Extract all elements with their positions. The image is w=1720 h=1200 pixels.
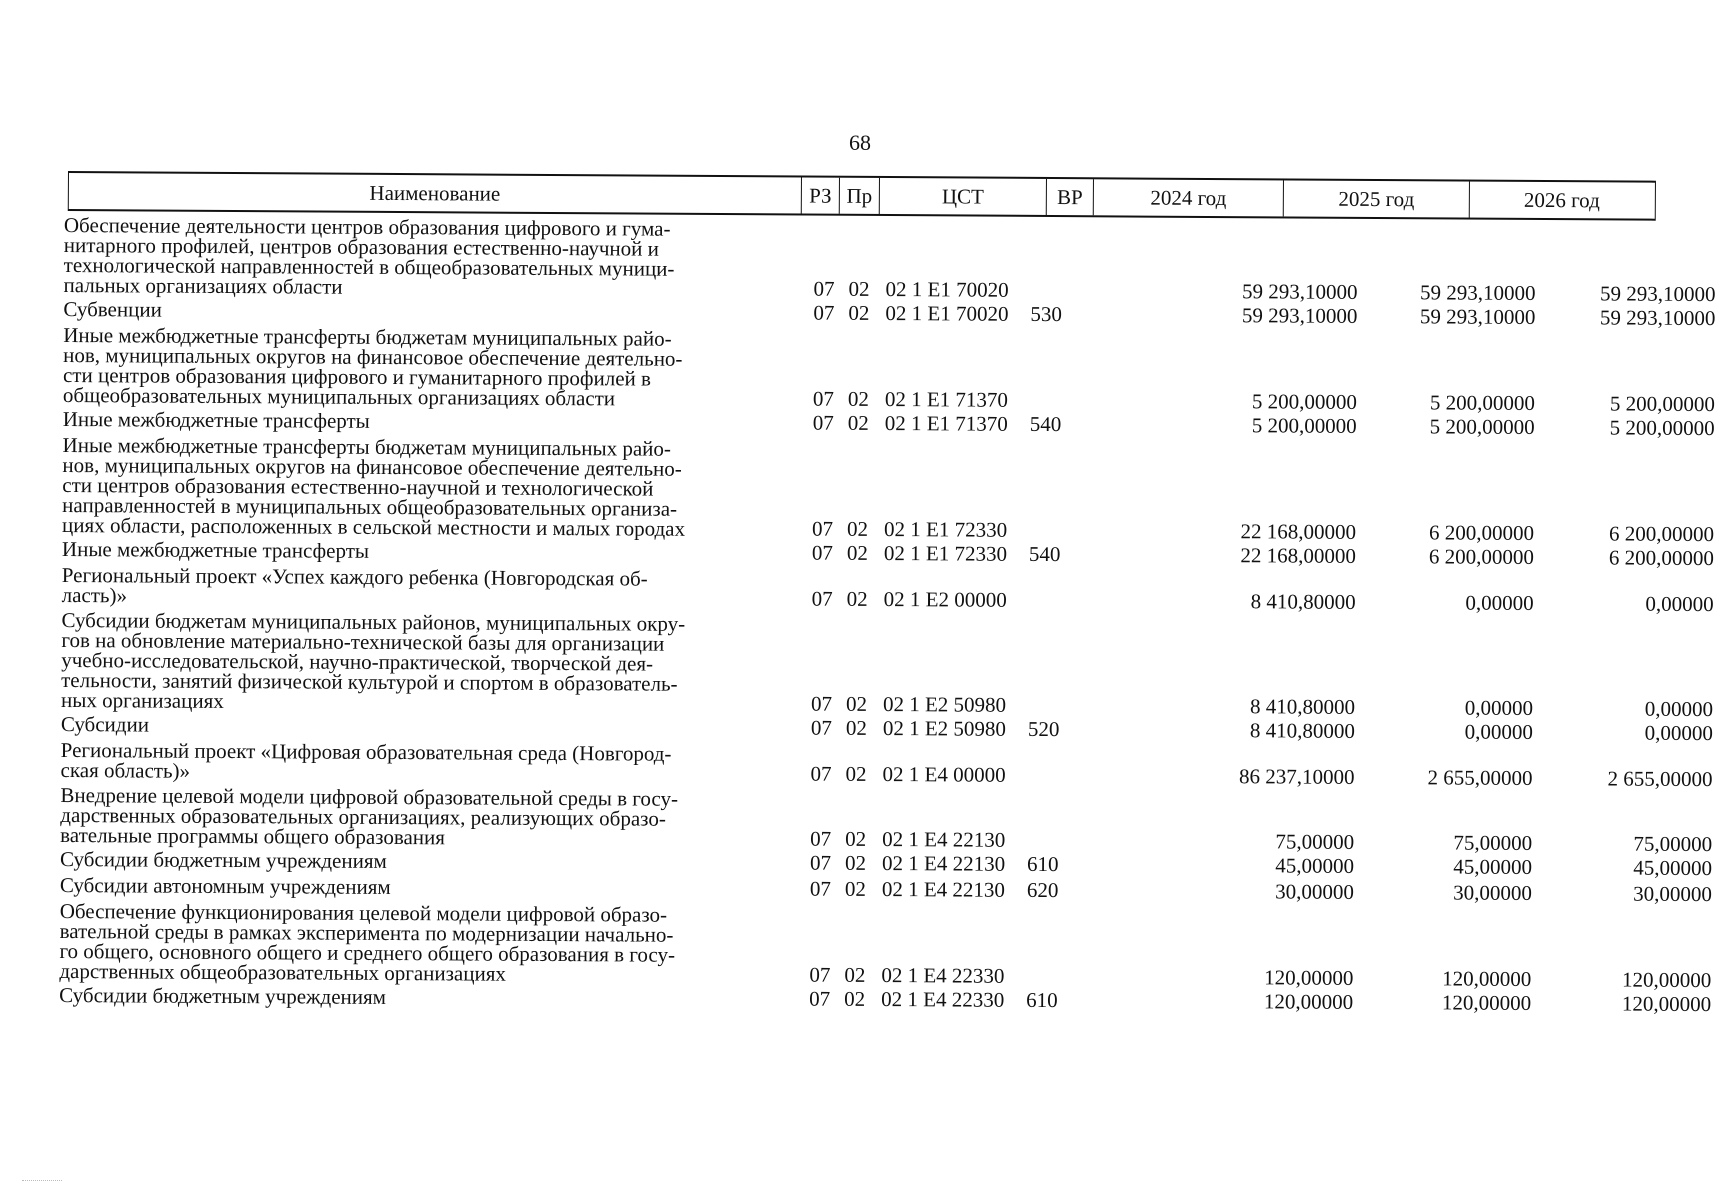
- cell-name: Субсидии бюджетным учреждениям: [59, 846, 387, 873]
- cell-pr: 02: [845, 761, 867, 786]
- cell-pr: 02: [844, 876, 866, 901]
- cell-2025: 2 655,00000: [1427, 765, 1533, 790]
- cell-pr: 02: [846, 586, 868, 611]
- cell-pr: 02: [844, 850, 867, 875]
- cell-vr: 620: [1026, 877, 1059, 903]
- cell-cst: 02 1 E1 72330: [883, 541, 1008, 566]
- cell-2024: 86 237,10000: [1239, 764, 1355, 789]
- cell-rz: 07: [810, 691, 833, 716]
- table-row: [60, 782, 1713, 857]
- cell-cst: 02 1 E4 22130: [881, 877, 1006, 902]
- cell-cst: 02 1 E4 00000: [882, 762, 1006, 787]
- table-body: [59, 213, 1716, 1020]
- cell-2025: 45,00000: [1453, 854, 1533, 879]
- cell-vr: 610: [1026, 987, 1058, 1013]
- cell-2025: 0,00000: [1464, 719, 1533, 744]
- header-vr: ВР: [1047, 179, 1094, 215]
- cell-2024: 120,00000: [1263, 989, 1354, 1014]
- cell-2025: 0,00000: [1465, 590, 1534, 615]
- cell-2024: 30,00000: [1275, 879, 1354, 904]
- cell-2024: 8 410,80000: [1250, 589, 1356, 614]
- cell-2024: 59 293,10000: [1241, 279, 1358, 304]
- cell-2026: 59 293,10000: [1599, 281, 1716, 307]
- cell-cst: 02 1 E2 50980: [882, 692, 1007, 717]
- cell-2024: 5 200,00000: [1251, 413, 1357, 438]
- cell-cst: 02 1 E4 22330: [881, 987, 1005, 1012]
- cell-vr: 530: [1030, 301, 1062, 327]
- header-name: Наименование: [69, 173, 802, 213]
- table-header: [68, 171, 1656, 221]
- cell-name: Иные межбюджетные трансферты: [62, 406, 370, 433]
- cell-rz: 07: [810, 826, 832, 851]
- cell-2025: 59 293,10000: [1419, 304, 1536, 329]
- header-2024: 2024 год: [1094, 179, 1284, 216]
- page-number: 68: [849, 130, 871, 155]
- cell-2024: 8 410,80000: [1249, 718, 1355, 743]
- cell-2024: 5 200,00000: [1251, 389, 1357, 414]
- table-row: [60, 737, 1713, 792]
- cell-rz: 07: [809, 962, 831, 987]
- cell-name: Региональный проект «Цифровая образовательная среда (Новгород- ская область)»: [60, 737, 672, 783]
- cell-rz: 07: [812, 516, 834, 541]
- table-row: [63, 213, 1716, 307]
- cell-name: Обеспечение функционирования целевой модели цифровой образо- вательной среды в рамках эксперимента по модернизации начально- го общего, основного общего и среднего общего образования в госу- дарственных общеобразовательных организациях: [59, 898, 676, 986]
- cell-2026: 0,00000: [1644, 696, 1714, 722]
- cell-name: Обеспечение деятельности центров образования цифрового и гума- нитарного профилей, центров образования естественно-научной и технологической направленностей в общеобразовательных муници- пальных организациях области: [63, 213, 675, 299]
- cell-name: Иные межбюджетные трансферты: [61, 536, 370, 563]
- cell-pr: 02: [844, 962, 866, 987]
- header-cst: ЦСТ: [880, 178, 1047, 215]
- cell-2024: 59 293,10000: [1241, 303, 1358, 328]
- cell-rz: 07: [809, 876, 831, 901]
- cell-2026: 0,00000: [1645, 591, 1714, 617]
- cell-pr: 02: [848, 276, 870, 301]
- cell-vr: 610: [1026, 851, 1059, 877]
- cell-cst: 02 1 E4 22130: [882, 827, 1006, 852]
- cell-pr: 02: [846, 540, 869, 565]
- cell-cst: 02 1 E1 72330: [884, 517, 1008, 542]
- cell-2026: 120,00000: [1621, 991, 1712, 1017]
- cell-rz: 07: [809, 850, 832, 875]
- cell-pr: 02: [845, 715, 867, 740]
- cell-2026: 5 200,00000: [1609, 391, 1715, 417]
- cell-2025: 5 200,00000: [1429, 390, 1535, 415]
- cell-2024: 22 168,00000: [1240, 543, 1357, 568]
- cell-name: Внедрение целевой модели цифровой образовательной среды в госу- дарственных образовательных организациях, реализующих образо- вательные программы общего образования: [60, 782, 679, 850]
- cell-cst: 02 1 E4 22330: [881, 963, 1005, 988]
- cell-2026: 59 293,10000: [1599, 305, 1716, 331]
- cell-2026: 6 200,00000: [1608, 545, 1715, 571]
- cell-2025: 59 293,10000: [1419, 280, 1536, 305]
- cell-vr: 540: [1028, 541, 1061, 567]
- cell-rz: 07: [813, 300, 835, 325]
- cell-rz: 07: [810, 761, 832, 786]
- cell-pr: 02: [844, 986, 866, 1011]
- cell-cst: 02 1 E1 71370: [884, 387, 1009, 412]
- cell-cst: 02 1 E2 00000: [883, 587, 1007, 612]
- cell-vr: 520: [1027, 716, 1060, 742]
- cell-name: Субсидии бюджетам муниципальных районов, муниципальных окру- гов на обновление материально-технической базы для организации учебно-исследовательской, научно-практической, творческой дея- тельности, занятий физической культурой и спортом в образователь- ных организациях: [60, 607, 686, 713]
- cell-cst: 02 1 E2 50980: [882, 716, 1007, 741]
- cell-pr: 02: [847, 386, 869, 411]
- cell-2024: 120,00000: [1264, 965, 1354, 990]
- cell-2026: 0,00000: [1644, 720, 1713, 746]
- cell-2026: 6 200,00000: [1609, 521, 1715, 547]
- cell-pr: 02: [847, 516, 869, 541]
- cell-name: Региональный проект «Успех каждого ребенка (Новгородская об- ласть)»: [61, 562, 648, 608]
- cell-2025: 120,00000: [1442, 966, 1532, 991]
- cell-2024: 75,00000: [1275, 829, 1355, 854]
- cell-rz: 07: [809, 986, 831, 1011]
- cell-2025: 6 200,00000: [1429, 520, 1535, 545]
- cell-2025: 0,00000: [1464, 695, 1534, 720]
- cell-name: Субсидии бюджетным учреждениям: [59, 982, 387, 1009]
- cell-cst: 02 1 E1 70020: [885, 277, 1009, 302]
- cell-2024: 45,00000: [1275, 853, 1355, 878]
- cell-2025: 75,00000: [1453, 830, 1533, 855]
- header-pr: Пр: [840, 178, 880, 214]
- cell-rz: 07: [811, 540, 834, 565]
- cell-name: Субсидии автономным учреждениям: [59, 872, 391, 900]
- cell-name: Иные межбюджетные трансферты бюджетам муниципальных райо- нов, муниципальных округов на финансовое обеспечение деятельно- сти центров образования цифрового и гуманитарного профилей в общеобразовательных муниципальных организациях области: [62, 322, 683, 411]
- cell-name: Субсидии: [60, 711, 150, 737]
- cell-2026: 120,00000: [1622, 967, 1712, 993]
- cell-2026: 5 200,00000: [1609, 415, 1715, 441]
- cell-pr: 02: [848, 300, 870, 325]
- scan-mark: [22, 1180, 62, 1183]
- cell-cst: 02 1 E1 70020: [885, 301, 1009, 326]
- header-2025: 2025 год: [1284, 180, 1470, 217]
- header-2026: 2026 год: [1523, 187, 1600, 212]
- cell-rz: 07: [812, 386, 834, 411]
- cell-2026: 2 655,00000: [1607, 766, 1713, 792]
- cell-rz: 07: [811, 586, 833, 611]
- header-rz: РЗ: [802, 177, 840, 213]
- cell-2024: 8 410,80000: [1249, 694, 1356, 719]
- cell-cst: 02 1 E4 22130: [881, 851, 1006, 876]
- table-row: [62, 322, 1715, 417]
- cell-name: Иные межбюджетные трансферты бюджетам муниципальных райо- нов, муниципальных округов на финансовое обеспечение деятельно- сти центров образования естественно-научной и технологической направленностей в муниципальных общеобразовательных организа- циях области, расположенных в сельской местности и малых городах: [62, 432, 686, 541]
- cell-pr: 02: [845, 691, 868, 716]
- cell-2025: 30,00000: [1453, 880, 1532, 905]
- cell-vr: 540: [1029, 411, 1062, 437]
- cell-pr: 02: [845, 826, 867, 851]
- cell-rz: 07: [813, 276, 835, 301]
- table-row: [62, 432, 1715, 547]
- cell-2024: 22 168,00000: [1240, 519, 1357, 544]
- cell-2025: 120,00000: [1441, 990, 1532, 1015]
- cell-2025: 5 200,00000: [1429, 414, 1535, 439]
- cell-rz: 07: [812, 410, 834, 435]
- cell-2025: 6 200,00000: [1428, 544, 1535, 569]
- cell-rz: 07: [810, 715, 832, 740]
- table-row: [61, 562, 1714, 617]
- cell-2026: 75,00000: [1633, 831, 1713, 857]
- cell-cst: 02 1 E1 71370: [884, 411, 1008, 436]
- cell-2026: 45,00000: [1633, 855, 1713, 881]
- cell-pr: 02: [847, 410, 869, 435]
- cell-2026: 30,00000: [1633, 881, 1712, 907]
- table-row: [60, 607, 1714, 722]
- table-row: [59, 898, 1712, 993]
- cell-name: Субвенции: [63, 296, 162, 322]
